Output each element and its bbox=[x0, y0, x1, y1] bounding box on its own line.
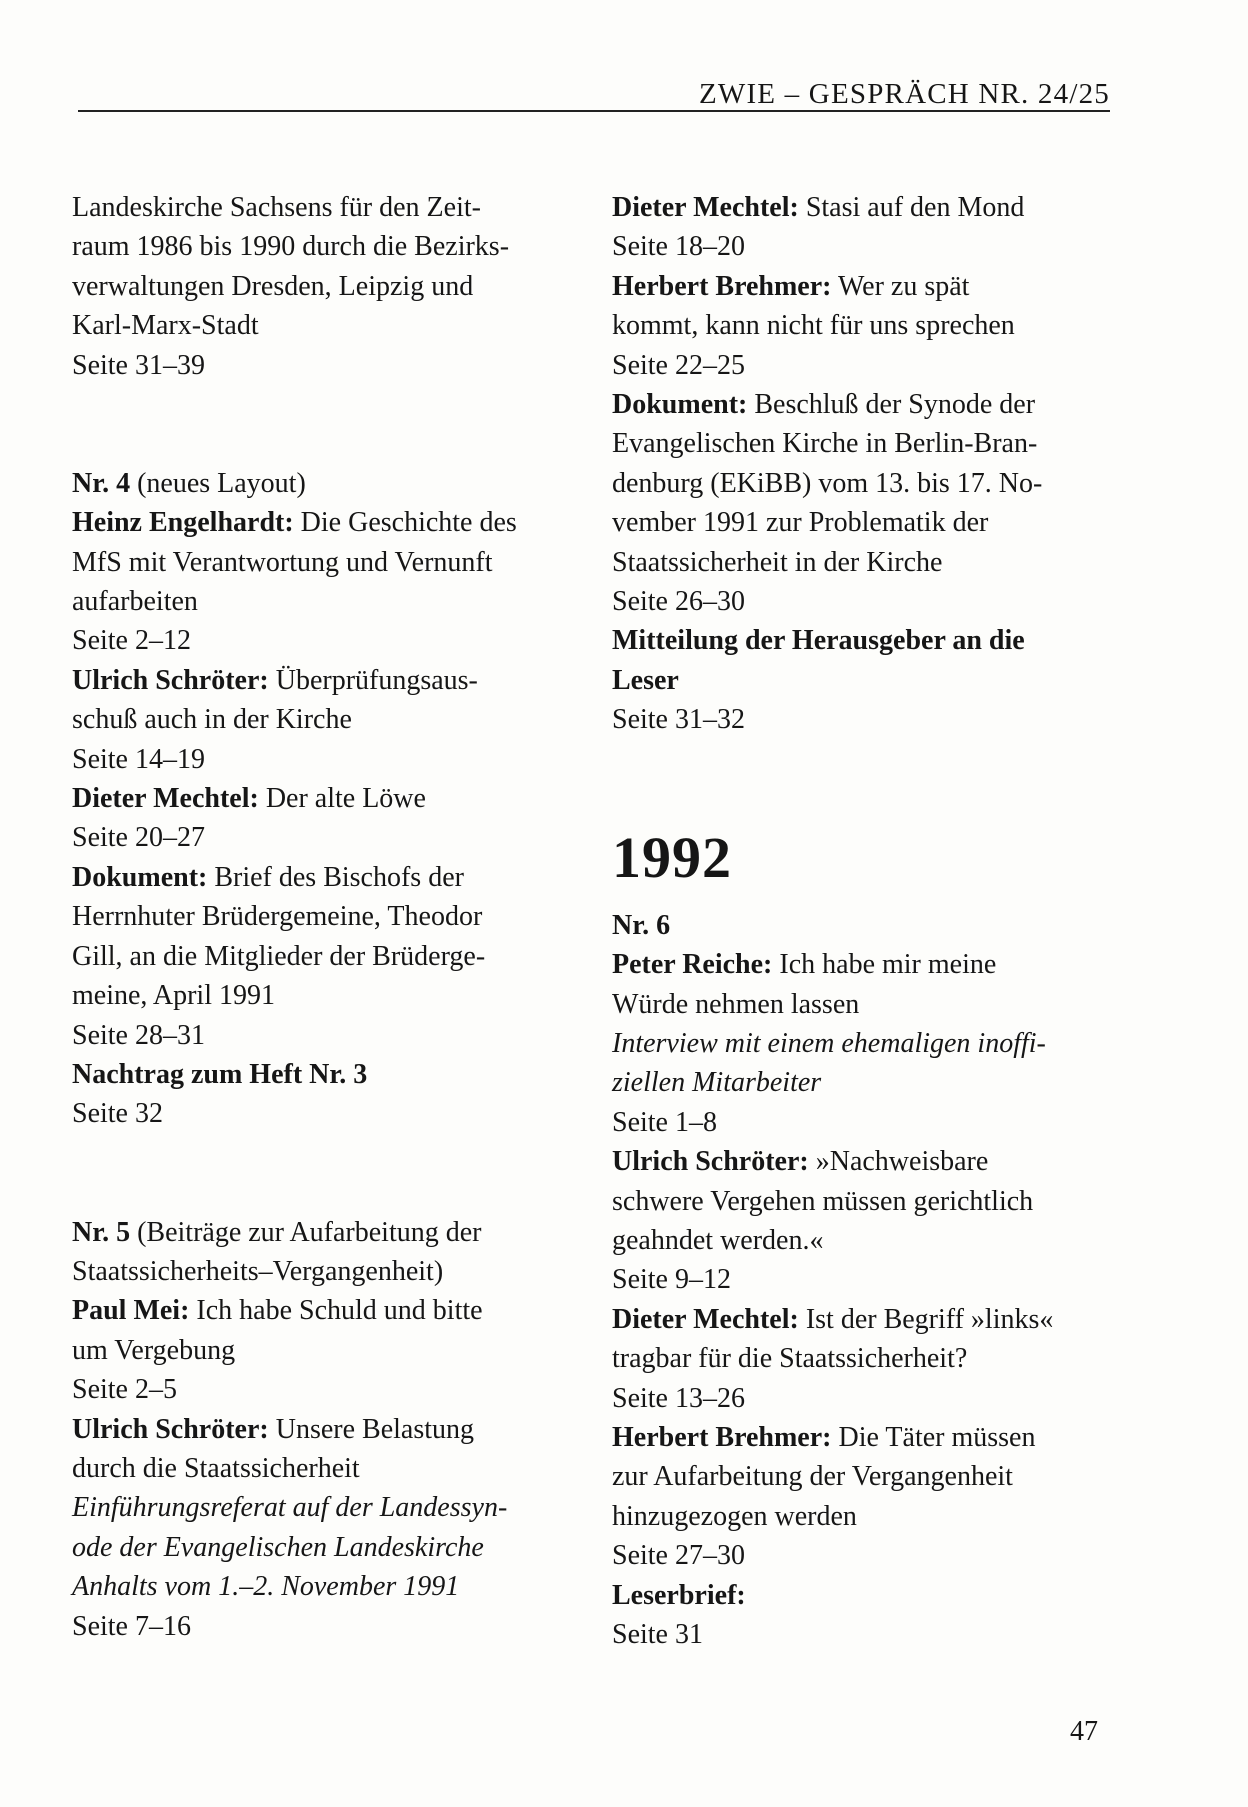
right-column bbox=[612, 188, 1092, 1654]
supplement-heading: Nachtrag zum Heft Nr. 3 bbox=[72, 1058, 368, 1090]
issue-note: (neues Layout) bbox=[130, 467, 306, 499]
entry-text: schuß auch in der Kirche bbox=[72, 704, 352, 736]
entry-heading bbox=[72, 779, 552, 818]
entry-text: schwere Vergehen müssen gerichtlich bbox=[612, 1185, 1034, 1217]
issue-heading-nr5 bbox=[72, 1213, 552, 1252]
author-name: Peter Reiche: bbox=[612, 949, 773, 981]
document-label: Dokument: bbox=[72, 861, 208, 893]
page-range: Seite 26–30 bbox=[612, 586, 745, 618]
entry-title: Ist der Begriff »links« bbox=[798, 1303, 1054, 1335]
entry-text: Herrnhuter Brüdergemeine, Theodor bbox=[72, 901, 483, 933]
author-name: Dieter Mechtel: bbox=[612, 1303, 799, 1335]
entry-text: meine, April 1991 bbox=[72, 980, 275, 1012]
entry-heading bbox=[72, 1410, 552, 1449]
entry-text: aufarbeiten bbox=[72, 586, 198, 618]
entry-heading bbox=[612, 1142, 1092, 1181]
issue-heading-nr4 bbox=[72, 464, 552, 503]
entry-text: Evangelischen Kirche in Berlin-Bran- bbox=[612, 428, 1038, 460]
page-number: 47 bbox=[1070, 1716, 1098, 1747]
issue-number: Nr. 5 bbox=[72, 1216, 131, 1248]
entry-heading bbox=[612, 267, 1092, 306]
author-name: Herbert Brehmer: bbox=[612, 1421, 832, 1453]
entry-title: »Nachweisbare bbox=[808, 1146, 989, 1178]
entry-subtitle: ziellen Mitarbeiter bbox=[612, 1067, 822, 1099]
page-range: Seite 27–30 bbox=[612, 1540, 745, 1572]
entry-text: raum 1986 bis 1990 durch die Bezirks- bbox=[72, 231, 510, 263]
notice-heading: Mitteilung der Herausgeber an die bbox=[612, 625, 1025, 657]
page-range: Seite 22–25 bbox=[612, 349, 745, 381]
entry-title: Unsere Belastung bbox=[268, 1413, 475, 1445]
author-name: Herbert Brehmer: bbox=[612, 270, 832, 302]
entry-title: Brief des Bischofs der bbox=[207, 861, 464, 893]
spacer bbox=[72, 1134, 552, 1213]
entry-title: Überprüfungsaus- bbox=[268, 664, 478, 696]
author-name: Paul Mei: bbox=[72, 1295, 190, 1327]
entry-text: tragbar für die Staatssicherheit? bbox=[612, 1343, 968, 1375]
issue-number: Nr. 6 bbox=[612, 909, 671, 941]
entry-text: Würde nehmen lassen bbox=[612, 988, 860, 1020]
entry-text: Staatssicherheit in der Kirche bbox=[612, 546, 943, 578]
entry-heading bbox=[612, 385, 1092, 424]
entry-subtitle: Interview mit einem ehemaligen inoffi- bbox=[612, 1027, 1046, 1059]
entry-subtitle: Einführungsreferat auf der Landessyn- bbox=[72, 1492, 508, 1524]
entry-title: Wer zu spät bbox=[831, 270, 970, 302]
issue-note: Staatssicherheits–Vergangenheit) bbox=[72, 1255, 444, 1287]
entry-text: hinzugezogen werden bbox=[612, 1500, 857, 1532]
page-range: Seite 20–27 bbox=[72, 822, 205, 854]
page-range: Seite 9–12 bbox=[612, 1264, 731, 1296]
author-name: Dieter Mechtel: bbox=[72, 783, 259, 815]
entry-title: Ich habe Schuld und bitte bbox=[189, 1295, 483, 1327]
running-header bbox=[78, 78, 1110, 112]
page-range: Seite 31 bbox=[612, 1619, 703, 1650]
notice-heading: Leser bbox=[612, 664, 679, 696]
entry-text: geahndet werden.« bbox=[612, 1224, 824, 1256]
page-range: Seite 1–8 bbox=[612, 1106, 717, 1138]
entry-heading bbox=[612, 945, 1092, 984]
page-range: Seite 32 bbox=[72, 1098, 163, 1130]
entry-text: kommt, kann nicht für uns sprechen bbox=[612, 310, 1015, 342]
entry-text: denburg (EKiBB) vom 13. bis 17. No- bbox=[612, 467, 1043, 499]
entry-title: Die Geschichte des bbox=[293, 507, 517, 539]
entry-title: Stasi auf den Mond bbox=[798, 192, 1025, 223]
page-range: Seite 7–16 bbox=[72, 1610, 191, 1642]
entry-title: Beschluß der Synode der bbox=[747, 389, 1036, 421]
document-label: Dokument: bbox=[612, 389, 748, 421]
entry-text: MfS mit Verantwortung und Vernunft bbox=[72, 546, 493, 578]
issue-note: (Beiträge zur Aufarbeitung der bbox=[130, 1216, 482, 1248]
page-range: Seite 31–32 bbox=[612, 704, 745, 736]
entry-heading bbox=[612, 188, 1092, 227]
entry-text: vember 1991 zur Problematik der bbox=[612, 507, 989, 539]
spacer bbox=[72, 385, 552, 464]
year-heading: 1992 bbox=[612, 824, 732, 890]
page-range: Seite 31–39 bbox=[72, 349, 205, 381]
author-name: Ulrich Schröter: bbox=[72, 1413, 269, 1445]
entry-title: Die Täter müssen bbox=[831, 1421, 1036, 1453]
entry-heading bbox=[612, 1418, 1092, 1457]
author-name: Heinz Engelhardt: bbox=[72, 507, 294, 539]
issue-number: Nr. 4 bbox=[72, 467, 131, 499]
entry-text: verwaltungen Dresden, Leipzig und bbox=[72, 270, 474, 302]
author-name: Ulrich Schröter: bbox=[612, 1146, 809, 1178]
entry-heading bbox=[72, 858, 552, 897]
entry-text: um Vergebung bbox=[72, 1334, 236, 1366]
entry-title: Ich habe mir meine bbox=[772, 949, 997, 981]
author-name: Dieter Mechtel: bbox=[612, 192, 799, 223]
entry-heading bbox=[72, 503, 552, 542]
entry-text: durch die Staatssicherheit bbox=[72, 1452, 360, 1484]
page-range: Seite 18–20 bbox=[612, 231, 745, 263]
entry-heading bbox=[72, 661, 552, 700]
letters-heading: Leserbrief: bbox=[612, 1579, 746, 1611]
page-range: Seite 2–5 bbox=[72, 1374, 177, 1406]
entry-heading bbox=[72, 1291, 552, 1330]
page-range: Seite 13–26 bbox=[612, 1382, 745, 1414]
running-title: ZWIE – GESPRÄCH NR. 24/25 bbox=[698, 78, 1110, 110]
page-range: Seite 14–19 bbox=[72, 743, 205, 775]
entry-subtitle: Anhalts vom 1.–2. November 1991 bbox=[72, 1571, 460, 1603]
author-name: Ulrich Schröter: bbox=[72, 664, 269, 696]
entry-text: Gill, an die Mitglieder der Brüderge- bbox=[72, 940, 486, 972]
entry-title: Der alte Löwe bbox=[258, 783, 426, 815]
page-range: Seite 28–31 bbox=[72, 1019, 205, 1051]
entry-text: Landeskirche Sachsens für den Zeit- bbox=[72, 192, 481, 223]
entry-heading bbox=[612, 1300, 1092, 1339]
entry-subtitle: ode der Evangelischen Landeskirche bbox=[72, 1531, 484, 1563]
entry-text: Karl-Marx-Stadt bbox=[72, 310, 259, 342]
left-column bbox=[72, 188, 552, 1646]
page-range: Seite 2–12 bbox=[72, 625, 191, 657]
entry-text: zur Aufarbeitung der Vergangenheit bbox=[612, 1461, 1013, 1493]
